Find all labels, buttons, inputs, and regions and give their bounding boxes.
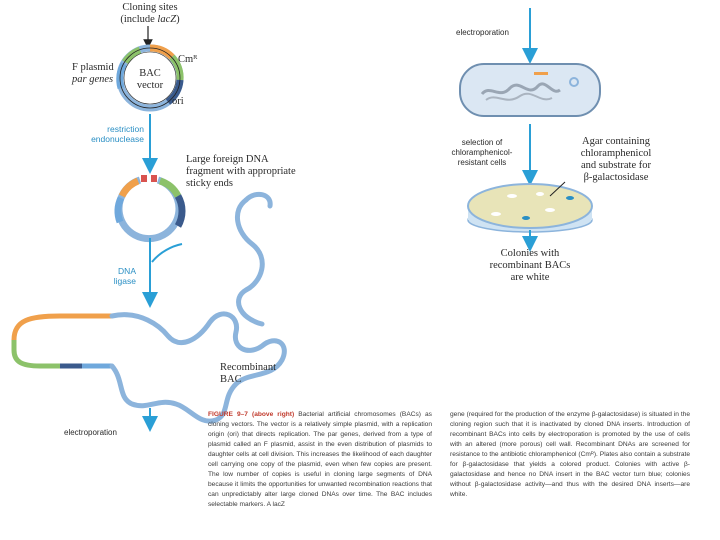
foreign-dna-fragment	[237, 200, 262, 324]
dna-ligase-label: DNA ligase	[113, 266, 136, 286]
figure-caption-left	[208, 410, 432, 538]
large-dna-label: Large foreign DNA fragment with appropriate sticky ends	[186, 154, 296, 189]
recombinant-bac-label: Recombinant BAC	[220, 362, 276, 385]
cut-plasmid	[118, 175, 182, 239]
agar-plate	[468, 184, 592, 232]
figure-caption-left-text: Bacterial artificial chromosomes (BACs) as cloning vectors. The vector is a relatively simple plasmid, with a replication origin (ori) that directs replication. The par genes, derived from a type of plasmid called an F plasmid, assist in the even distribution of plasmids to daughter cells at cell division. This increases the likelihood of each daughter cell carrying one copy of the plasmid, even when few copies are present. The low number of copies is useful in cloning large segments of DNA because it limits the opportunities for unwanted recombination reactions that can unpredictably alter large cloned DNAs over time. The BAC includes selectable markers. A lacZ	[208, 411, 432, 508]
cloning-sites-label: Cloning sites (include lacZ)	[120, 2, 180, 25]
ori-label: ori	[172, 96, 184, 107]
bac-vector-label: BAC vector	[136, 68, 164, 91]
figure-caption-right: gene (required for the production of the enzyme β-galactosidase) is situated in the cloning region such that it is inactivated by cloned DNA inserts. Introduction of recombinant BACs into cells by electroporation is promoted by the use of cells with an altered (more porous) cell wall. Recombinant DNAs are screened for resistance to the antibiotic chloramphenicol (Cmᴿ). Plates also contain a substrate for β-galactosidase that yields a colored product. Colonies with active β-galactosidase and hence no DNA insert in the BAC vector turn blue; colonies without β-galactosidase activity—and thus with the desired DNA inserts—are white.	[450, 411, 690, 498]
selection-label: selection of chloramphenicol- resistant cells	[451, 138, 513, 167]
figure-caption-head: FIGURE 9–7 (above right)	[208, 411, 295, 418]
restriction-endonuclease-label: restriction endonuclease	[91, 124, 144, 144]
colonies-label: Colonies with recombinant BACs are white	[489, 248, 571, 283]
agar-label: Agar containing chloramphenicol and substrate for β-galactosidase	[580, 136, 652, 183]
cmr-label: Cmᴿ	[178, 54, 198, 65]
electroporation-left-label: electroporation	[64, 428, 117, 437]
f-plasmid-label: F plasmid par genes	[72, 62, 114, 85]
ligase-join-arrow	[152, 244, 182, 262]
bacterial-cell	[460, 64, 600, 116]
electroporation-right-label: electroporation	[456, 28, 509, 37]
